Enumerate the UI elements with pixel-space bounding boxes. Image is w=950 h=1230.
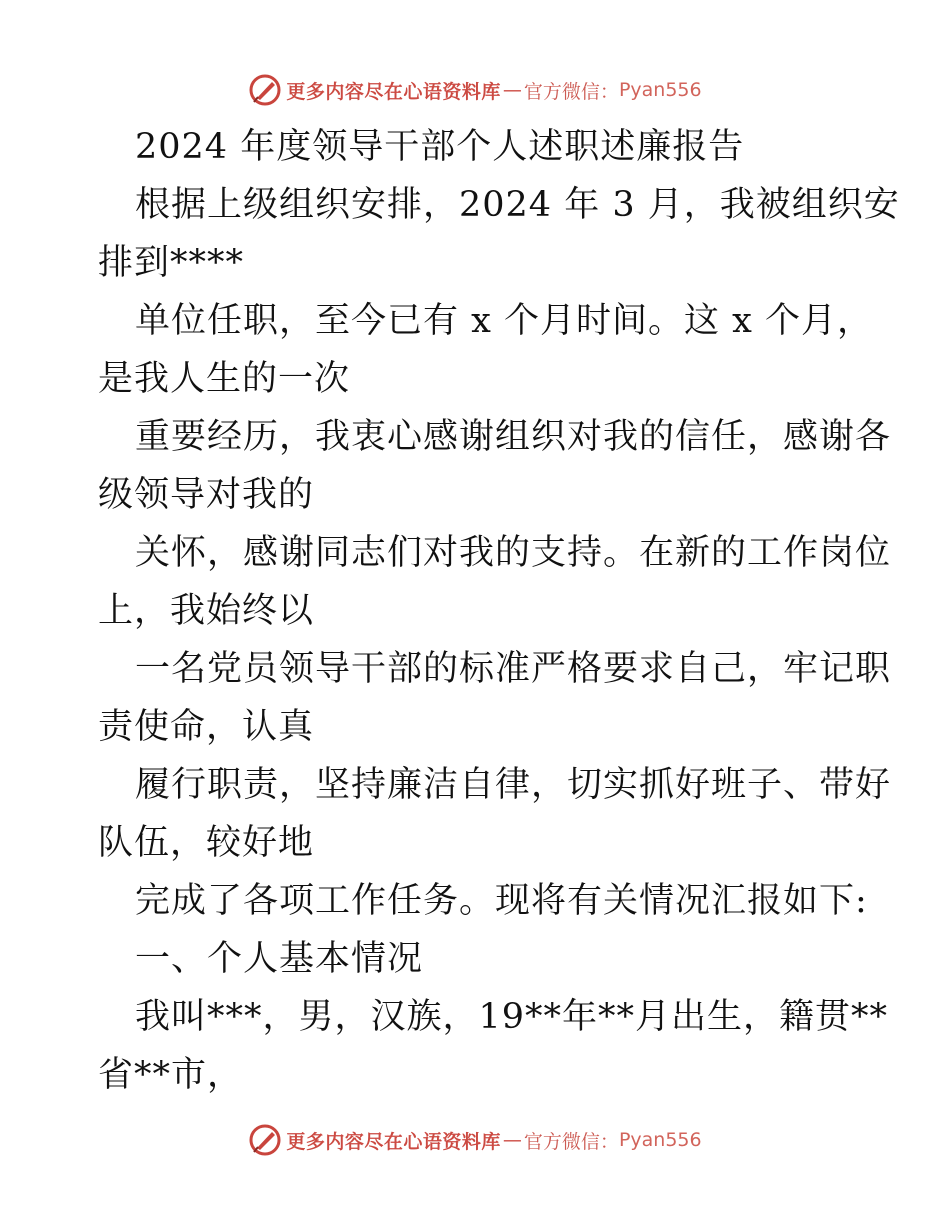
document-line: 关怀，感谢同志们对我的支持。在新的工作岗位: [135, 533, 892, 573]
quill-logo-icon: [248, 1123, 282, 1157]
document-line: 一、个人基本情况: [135, 939, 424, 979]
document-line: 责使命，认真: [98, 707, 315, 747]
quill-logo-icon: [248, 73, 282, 107]
document-line: 2024 年度领导干部个人述职述廉报告: [135, 127, 745, 167]
document-line: 完成了各项工作任务。现将有关情况汇报如下:: [135, 881, 868, 921]
document-line: 根据上级组织安排，2024 年 3 月，我被组织安: [135, 185, 900, 225]
watermark-dash: —: [502, 1129, 522, 1151]
document-line: 级领导对我的: [98, 475, 315, 515]
watermark-brand: 更多内容尽在心语资料库: [286, 1130, 501, 1153]
document-body: [98, 118, 900, 1104]
watermark-wechat-id: Pyan556: [618, 79, 702, 101]
document-line: 单位任职，至今已有 x 个月时间。这 x 个月，: [135, 301, 873, 341]
watermark-wechat-label: 官方微信：: [523, 1130, 619, 1153]
watermark-footer: [0, 1120, 950, 1160]
document-line: 队伍，较好地: [98, 823, 315, 863]
watermark-wechat-id: Pyan556: [618, 1129, 702, 1151]
document-line: 排到****: [98, 243, 245, 283]
document-line: 我叫***，男，汉族，19**年**月出生，籍贯**: [135, 997, 889, 1037]
document-line: 一名党员领导干部的标准严格要求自己，牢记职: [135, 649, 892, 689]
watermark-brand: 更多内容尽在心语资料库: [286, 80, 501, 103]
watermark-wechat-label: 官方微信：: [523, 80, 619, 103]
document-line: 是我人生的一次: [98, 359, 351, 399]
document-line: 上，我始终以: [98, 591, 315, 631]
document-line: 履行职责，坚持廉洁自律，切实抓好班子、带好: [135, 765, 892, 805]
document-line: 省**市，: [98, 1055, 244, 1095]
watermark-dash: —: [502, 79, 522, 101]
document-line: 重要经历，我衷心感谢组织对我的信任，感谢各: [135, 417, 892, 457]
watermark-header: [0, 70, 950, 110]
